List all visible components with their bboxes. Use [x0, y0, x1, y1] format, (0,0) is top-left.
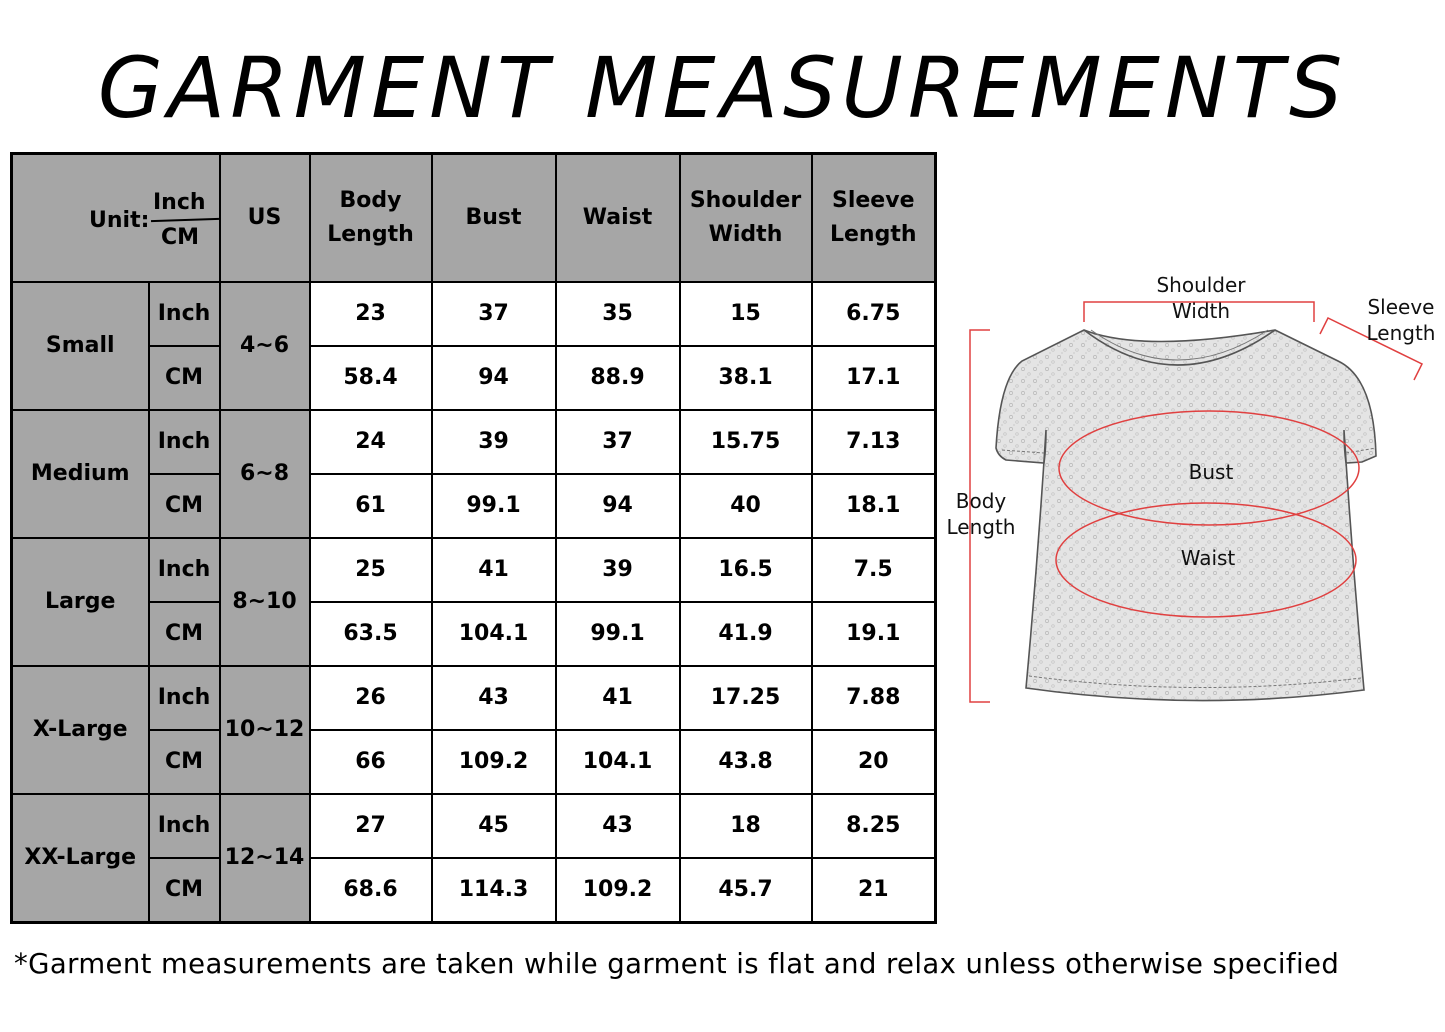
unit-cell: Inch: [149, 538, 220, 602]
value-cell: 39: [432, 410, 556, 474]
header-sleeve-length-line1: Sleeve: [832, 188, 915, 213]
value-cell: 27: [310, 794, 432, 858]
shoulder-width-label-line2: Width: [1171, 299, 1231, 323]
value-cell: 23: [310, 282, 432, 346]
table-row: [12, 410, 936, 474]
sleeve-length-label-line1: Sleeve: [1367, 295, 1435, 319]
value-cell: 24: [310, 410, 432, 474]
unit-cell: Inch: [149, 666, 220, 730]
table-row: [12, 282, 936, 346]
table-row: [12, 858, 936, 923]
table-row: [12, 538, 936, 602]
unit-cell: Inch: [149, 794, 220, 858]
header-body-length: [310, 154, 432, 283]
unit-cell: CM: [149, 346, 220, 410]
value-cell: 15.75: [680, 410, 812, 474]
size-name-cell: X-Large: [12, 666, 149, 794]
header-shoulder-width: [680, 154, 812, 283]
size-name-cell: Medium: [12, 410, 149, 538]
header-bust: Bust: [432, 154, 556, 283]
header-sleeve-length-line2: Length: [829, 222, 917, 247]
value-cell: 41: [432, 538, 556, 602]
sleeve-length-label-line2: Length: [1366, 321, 1436, 345]
tshirt-shape: [996, 330, 1376, 701]
unit-cell: CM: [149, 730, 220, 794]
value-cell: 38.1: [680, 346, 812, 410]
value-cell: 15: [680, 282, 812, 346]
header-shoulder-width-line2: Width: [708, 222, 783, 247]
unit-cell: Inch: [149, 410, 220, 474]
value-cell: 109.2: [432, 730, 556, 794]
header-waist: Waist: [556, 154, 680, 283]
shoulder-width-label-line1: Shoulder: [1156, 273, 1246, 297]
value-cell: 45.7: [680, 858, 812, 923]
table-row: [12, 794, 936, 858]
value-cell: 7.5: [812, 538, 936, 602]
unit-cell: Inch: [149, 282, 220, 346]
value-cell: 41.9: [680, 602, 812, 666]
value-cell: 19.1: [812, 602, 936, 666]
us-size-cell: 6~8: [220, 410, 310, 538]
value-cell: 40: [680, 474, 812, 538]
value-cell: 17.25: [680, 666, 812, 730]
footnote: *Garment measurements are taken while garment is flat and relax unless otherwise specified: [14, 948, 1340, 980]
value-cell: 109.2: [556, 858, 680, 923]
value-cell: 18: [680, 794, 812, 858]
value-cell: 7.88: [812, 666, 936, 730]
table-row: [12, 666, 936, 730]
unit-cm-label: CM: [161, 225, 200, 250]
unit-cell: CM: [149, 858, 220, 923]
page-title: GARMENT MEASUREMENTS: [97, 39, 1348, 137]
value-cell: 37: [556, 410, 680, 474]
table-row: [12, 602, 936, 666]
value-cell: 26: [310, 666, 432, 730]
value-cell: 88.9: [556, 346, 680, 410]
value-cell: 6.75: [812, 282, 936, 346]
body-length-label-line1: Body: [955, 489, 1007, 513]
value-cell: 8.25: [812, 794, 936, 858]
us-size-cell: 10~12: [220, 666, 310, 794]
size-name-cell: Large: [12, 538, 149, 666]
size-name-cell: XX-Large: [12, 794, 149, 923]
value-cell: 43.8: [680, 730, 812, 794]
table-row: [12, 474, 936, 538]
value-cell: 104.1: [432, 602, 556, 666]
header-row: [12, 154, 936, 283]
value-cell: 7.13: [812, 410, 936, 474]
value-cell: 68.6: [310, 858, 432, 923]
value-cell: 25: [310, 538, 432, 602]
value-cell: 63.5: [310, 602, 432, 666]
header-body-length-line2: Length: [327, 222, 414, 247]
value-cell: 21: [812, 858, 936, 923]
unit-header-cell: [12, 154, 220, 283]
header-shoulder-width-line1: Shoulder: [689, 188, 802, 213]
value-cell: 66: [310, 730, 432, 794]
value-cell: 94: [556, 474, 680, 538]
unit-label: Unit:: [89, 208, 150, 233]
value-cell: 37: [432, 282, 556, 346]
bust-label: Bust: [1188, 460, 1234, 484]
unit-inch-label: Inch: [153, 190, 206, 215]
value-cell: 61: [310, 474, 432, 538]
waist-label: Waist: [1180, 546, 1236, 570]
table-row: [12, 730, 936, 794]
value-cell: 39: [556, 538, 680, 602]
value-cell: 45: [432, 794, 556, 858]
value-cell: 35: [556, 282, 680, 346]
body-length-label-line2: Length: [946, 515, 1016, 539]
garment-diagram: [936, 258, 1445, 718]
value-cell: 16.5: [680, 538, 812, 602]
body-length-label: [936, 488, 1026, 540]
value-cell: 114.3: [432, 858, 556, 923]
value-cell: 94: [432, 346, 556, 410]
us-size-cell: 4~6: [220, 282, 310, 410]
header-body-length-line1: Body: [339, 188, 402, 213]
value-cell: 99.1: [432, 474, 556, 538]
size-chart-table: [10, 152, 937, 924]
us-size-cell: 12~14: [220, 794, 310, 923]
header-us: US: [220, 154, 310, 283]
value-cell: 41: [556, 666, 680, 730]
unit-cell: CM: [149, 602, 220, 666]
value-cell: 17.1: [812, 346, 936, 410]
sleeve-length-label: [1351, 294, 1445, 346]
header-sleeve-length: [812, 154, 936, 283]
size-name-cell: Small: [12, 282, 149, 410]
table-row: [12, 346, 936, 410]
value-cell: 18.1: [812, 474, 936, 538]
shoulder-width-label: [1141, 272, 1261, 324]
value-cell: 43: [432, 666, 556, 730]
us-size-cell: 8~10: [220, 538, 310, 666]
value-cell: 20: [812, 730, 936, 794]
unit-cell: CM: [149, 474, 220, 538]
value-cell: 104.1: [556, 730, 680, 794]
value-cell: 58.4: [310, 346, 432, 410]
value-cell: 43: [556, 794, 680, 858]
value-cell: 99.1: [556, 602, 680, 666]
